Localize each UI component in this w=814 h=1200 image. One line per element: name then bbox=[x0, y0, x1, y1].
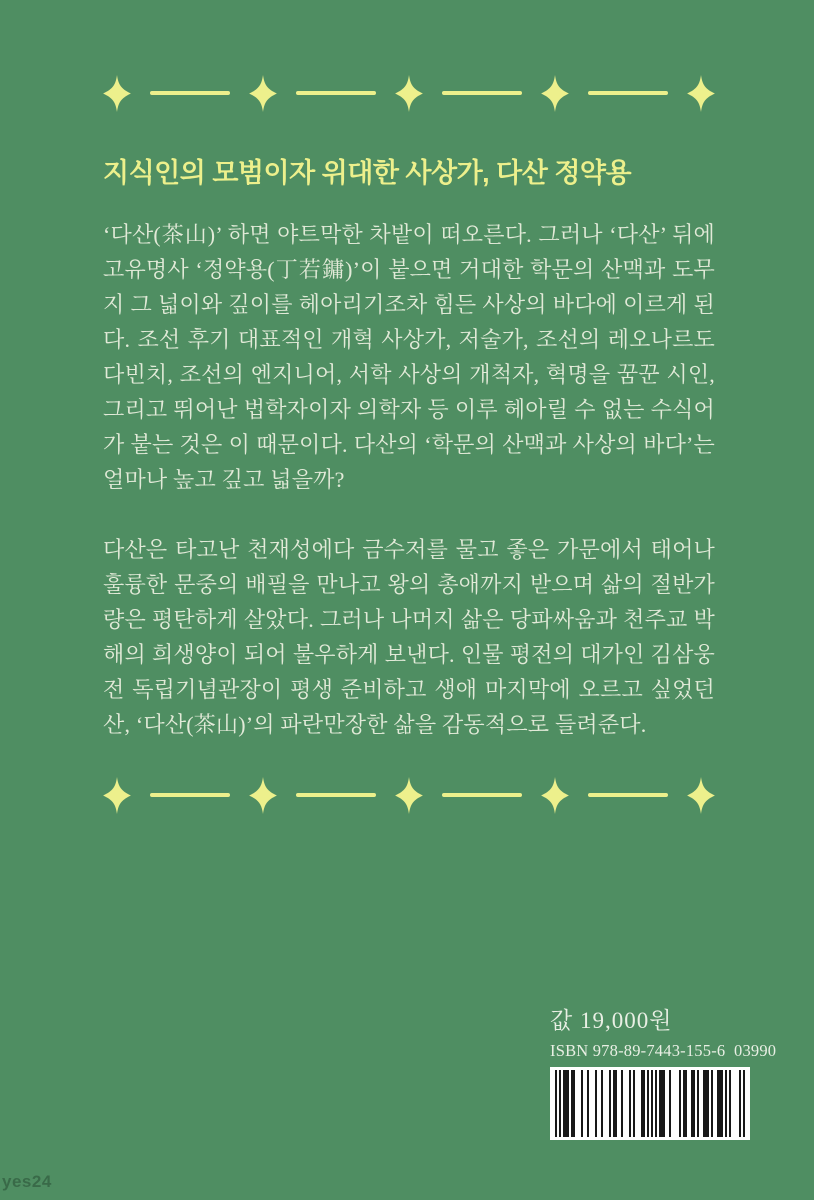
sparkle-star-icon bbox=[395, 777, 423, 814]
sparkle-star-icon bbox=[395, 75, 423, 112]
page-title: 지식인의 모범이자 위대한 사상가, 다산 정약용 bbox=[103, 158, 632, 188]
book-description-paragraph-1: ‘다산(茶山)’ 하면 야트막한 차밭이 떠오른다. 그러나 ‘다산’ 뒤에 고유명사 ‘정약용(丁若鏞)’이 붙으면 거대한 학문의 산맥과 도무지 그 넓이와 깊이를 헤아리기조차 힘든 사상의 바다에 이르게 된다. 조선 후기 대표적인 개혁 사상가, 저술가, 조선의 레오나르도 다빈치, 조선의 엔지니어, 서학 사상의 개척자, 혁명을 꿈꾼 시인, 그리고 뛰어난 법학자이자 의학자 등 이루 헤아릴 수 없는 수식어가 붙는 것은 이 때문이다. 다산의 ‘학문의 산맥과 사상의 바다’는 얼마나 높고 깊고 넓을까? bbox=[103, 222, 715, 492]
divider-line bbox=[296, 91, 376, 95]
sparkle-star-icon bbox=[103, 777, 131, 814]
top-divider bbox=[103, 74, 715, 112]
divider-line bbox=[442, 793, 522, 797]
divider-line bbox=[588, 91, 668, 95]
divider-line bbox=[588, 793, 668, 797]
yes24-watermark: yes24 bbox=[2, 1172, 52, 1191]
sparkle-star-icon bbox=[687, 777, 715, 814]
divider-line bbox=[150, 91, 230, 95]
sparkle-star-icon bbox=[687, 75, 715, 112]
divider-line bbox=[442, 91, 522, 95]
price-label: 값 19,000원 bbox=[550, 1008, 673, 1033]
cover-text-column bbox=[103, 0, 715, 814]
sparkle-star-icon bbox=[541, 777, 569, 814]
book-description-paragraph-2: 다산은 타고난 천재성에다 금수저를 물고 좋은 가문에서 태어나 훌륭한 문중의 배필을 만나고 왕의 총애까지 받으며 삶의 절반가량은 평탄하게 살았다. 그러나 나머지 삶은 당파싸움과 천주교 박해의 희생양이 되어 불우하게 보낸다. 인물 평전의 대가인 김삼웅 전 독립기념관장이 평생 준비하고 생애 마지막에 오르고 싶었던 산, ‘다산(茶山)’의 파란만장한 삶을 감동적으로 들려준다. bbox=[103, 537, 715, 737]
divider-line bbox=[296, 793, 376, 797]
divider-line bbox=[150, 793, 230, 797]
sparkle-star-icon bbox=[541, 75, 569, 112]
ean-13-barcode-icon bbox=[550, 1067, 750, 1140]
isbn-label: ISBN 978-89-7443-155-6 03990 bbox=[550, 1041, 777, 1060]
bottom-divider bbox=[103, 776, 715, 814]
sparkle-star-icon bbox=[103, 75, 131, 112]
price-isbn-block bbox=[550, 1007, 777, 1140]
sparkle-star-icon bbox=[249, 75, 277, 112]
sparkle-star-icon bbox=[249, 777, 277, 814]
